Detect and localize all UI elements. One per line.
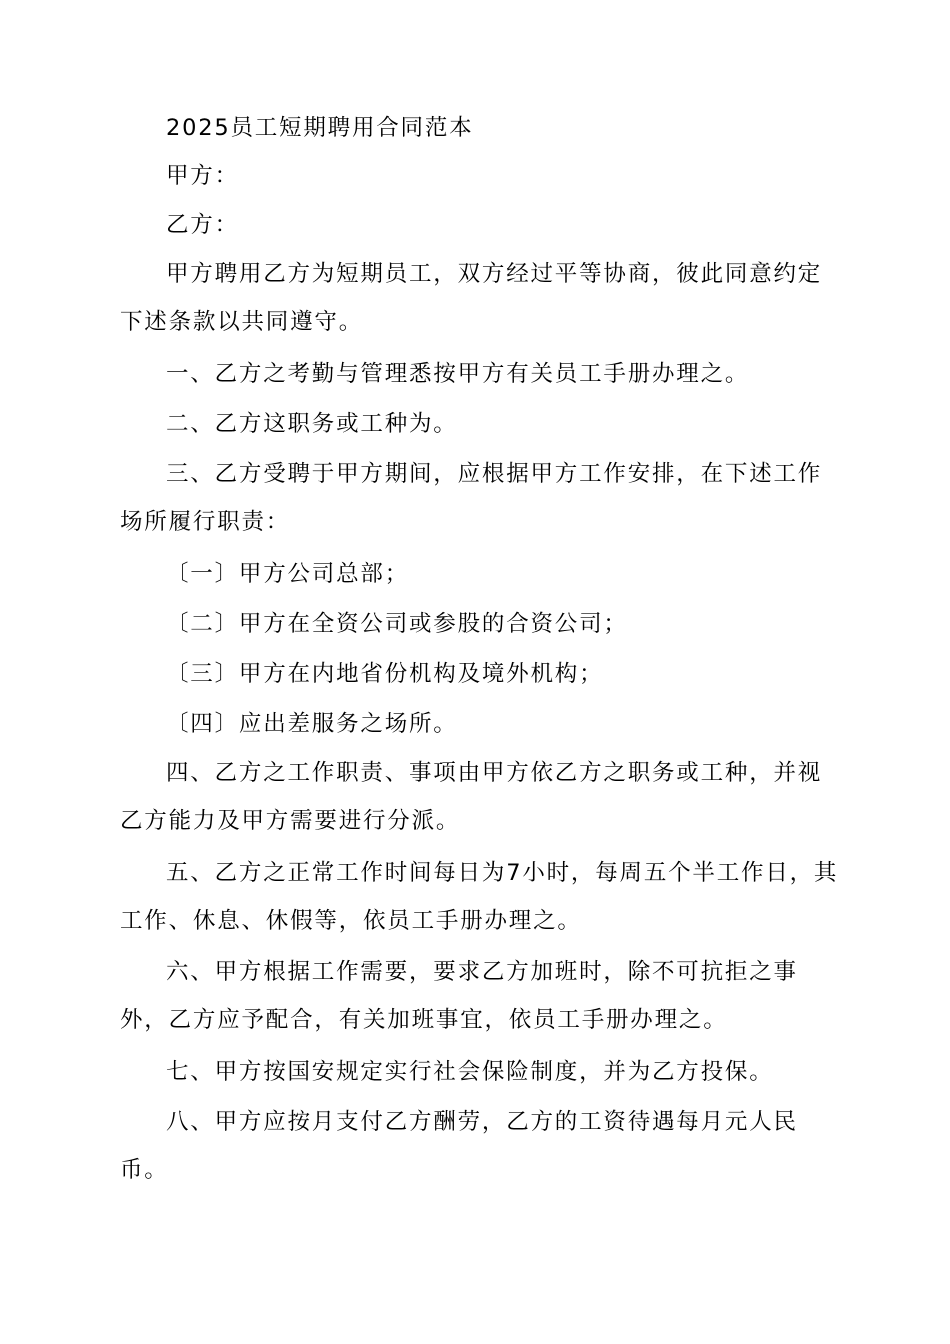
clause-3-item-4: 〔四〕应出差服务之场所。 [166, 711, 458, 737]
clause-4: 四、乙方之工作职责、事项由甲方依乙方之职务或工种，并视乙方能力及甲方需要进行分派。 [120, 760, 823, 834]
document-title: 2025员工短期聘用合同范本 [166, 115, 474, 141]
clause-3: 三、乙方受聘于甲方期间，应根据甲方工作安排，在下述工作场所履行职责： [120, 461, 823, 535]
clause-8: 八、甲方应按月支付乙方酬劳，乙方的工资待遇每月元人民币。 [120, 1109, 798, 1183]
clause-6: 六、甲方根据工作需要，要求乙方加班时，除不可抗拒之事外，乙方应予配合，有关加班事宜，依员工手册办理之。 [120, 959, 798, 1033]
clause-5: 五、乙方之正常工作时间每日为7小时，每周五个半工作日，其工作、休息、休假等，依员工手册办理之。 [120, 860, 839, 934]
party-a-line: 甲方： [166, 163, 239, 189]
clause-2: 二、乙方这职务或工种为。 [166, 411, 458, 437]
clause-3-item-3: 〔三〕甲方在内地省份机构及境外机构； [166, 661, 604, 687]
clause-3-item-1: 〔一〕甲方公司总部； [166, 561, 410, 587]
clause-1: 一、乙方之考勤与管理悉按甲方有关员工手册办理之。 [166, 361, 750, 387]
clause-7: 七、甲方按国安规定实行社会保险制度，并为乙方投保。 [166, 1059, 774, 1085]
paragraph-intro: 甲方聘用乙方为短期员工，双方经过平等协商，彼此同意约定下述条款以共同遵守。 [120, 261, 823, 335]
party-b-line: 乙方： [166, 212, 239, 238]
clause-3-item-2: 〔二〕甲方在全资公司或参股的合资公司； [166, 611, 628, 637]
